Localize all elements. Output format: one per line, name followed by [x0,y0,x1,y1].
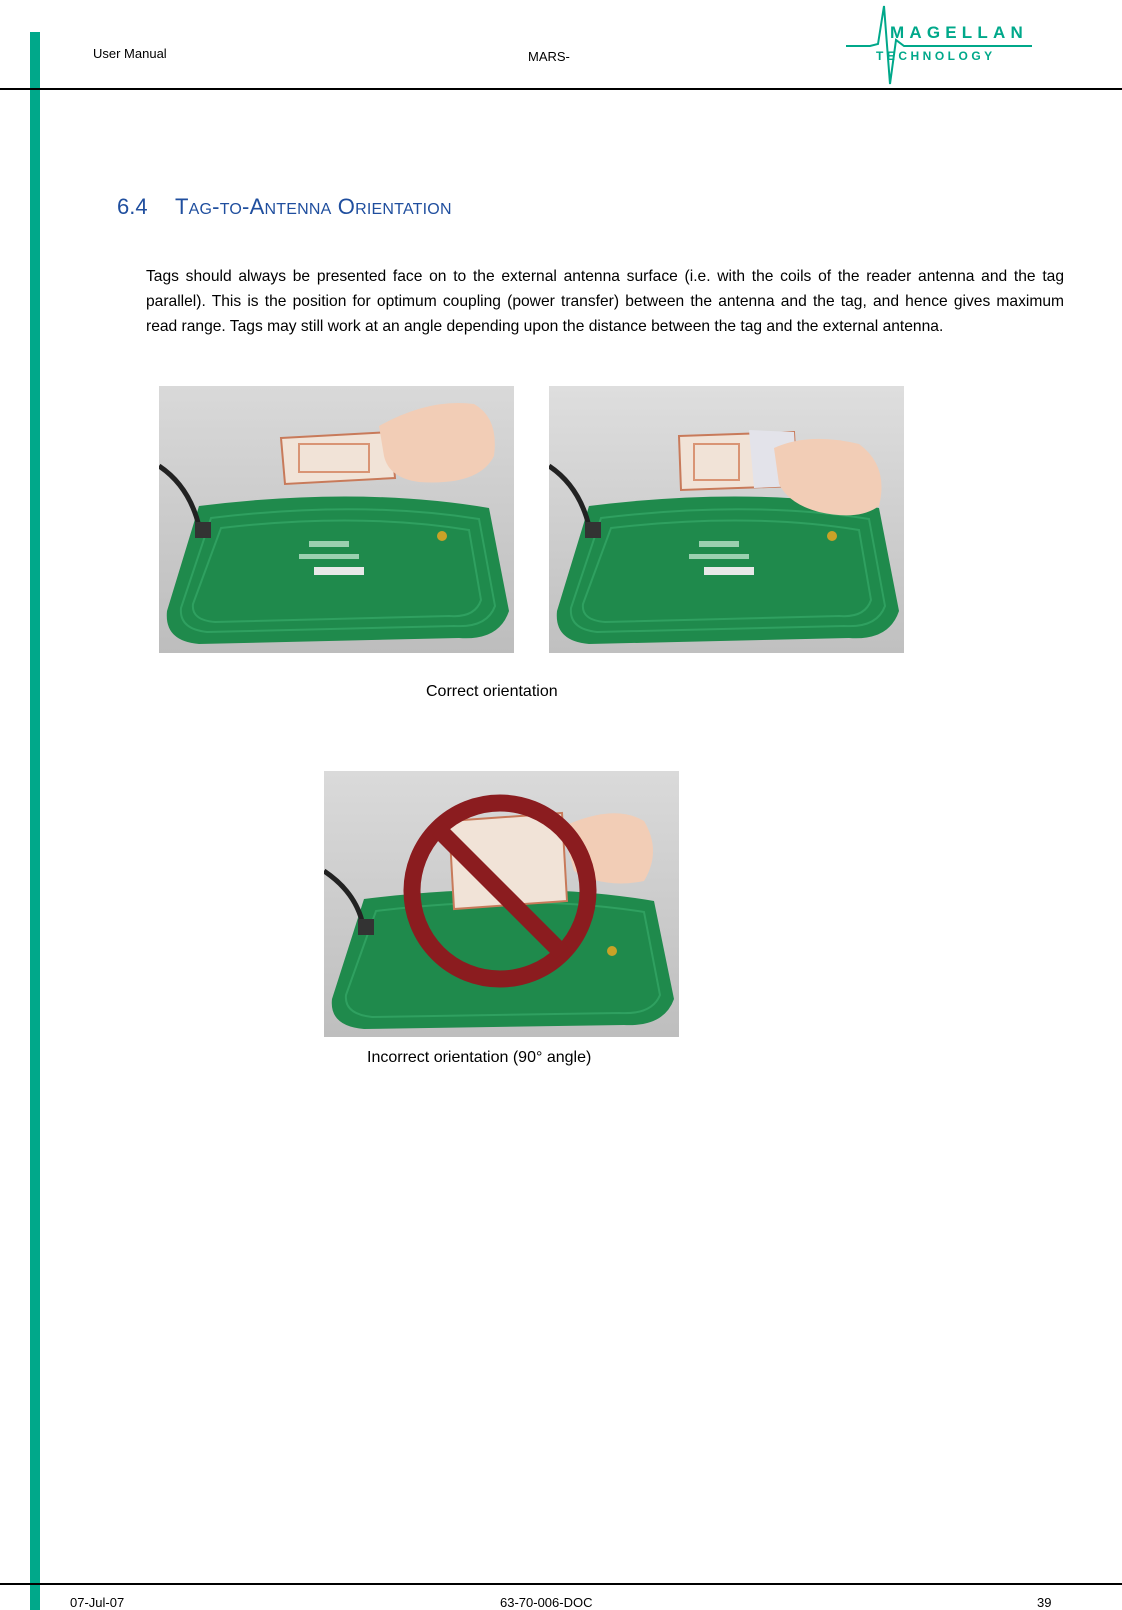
incorrect-orientation-photo [324,771,679,1037]
body-paragraph: Tags should always be presented face on to the external antenna surface (i.e. with the coils of the reader antenna and the tag parallel). This is the position for optimum coupling (power transfer) between the antenna and the tag, and hence gives maximum read range. Tags may still work at an angle depending upon the distance between the tag and the external antenna. [146,268,1064,335]
correct-orientation-photo-2 [549,386,904,653]
footer-page-number: 39 [1037,1595,1052,1610]
footer-rule [0,1583,1122,1585]
logo-line1: MAGELLAN [890,23,1028,42]
accent-sidebar-bar [30,32,40,1610]
footer-doc-number: 63-70-006-DOC [500,1595,593,1610]
header-center-text: MARS- [528,49,570,64]
header-rule [0,88,1122,90]
correct-orientation-photo-1 [159,386,514,653]
footer-date: 07-Jul-07 [70,1595,125,1610]
logo-line2: TECHNOLOGY [876,49,996,63]
section-title-text: TAG-TO-ANTENNA ORIENTATION [175,194,452,219]
magellan-logo [846,0,1032,86]
section-number: 6.4 [117,194,148,219]
header-left-text: User Manual [93,46,167,61]
correct-orientation-caption: Correct orientation [426,683,558,700]
section-heading [117,194,452,220]
incorrect-orientation-caption: Incorrect orientation (90° angle) [367,1049,592,1066]
